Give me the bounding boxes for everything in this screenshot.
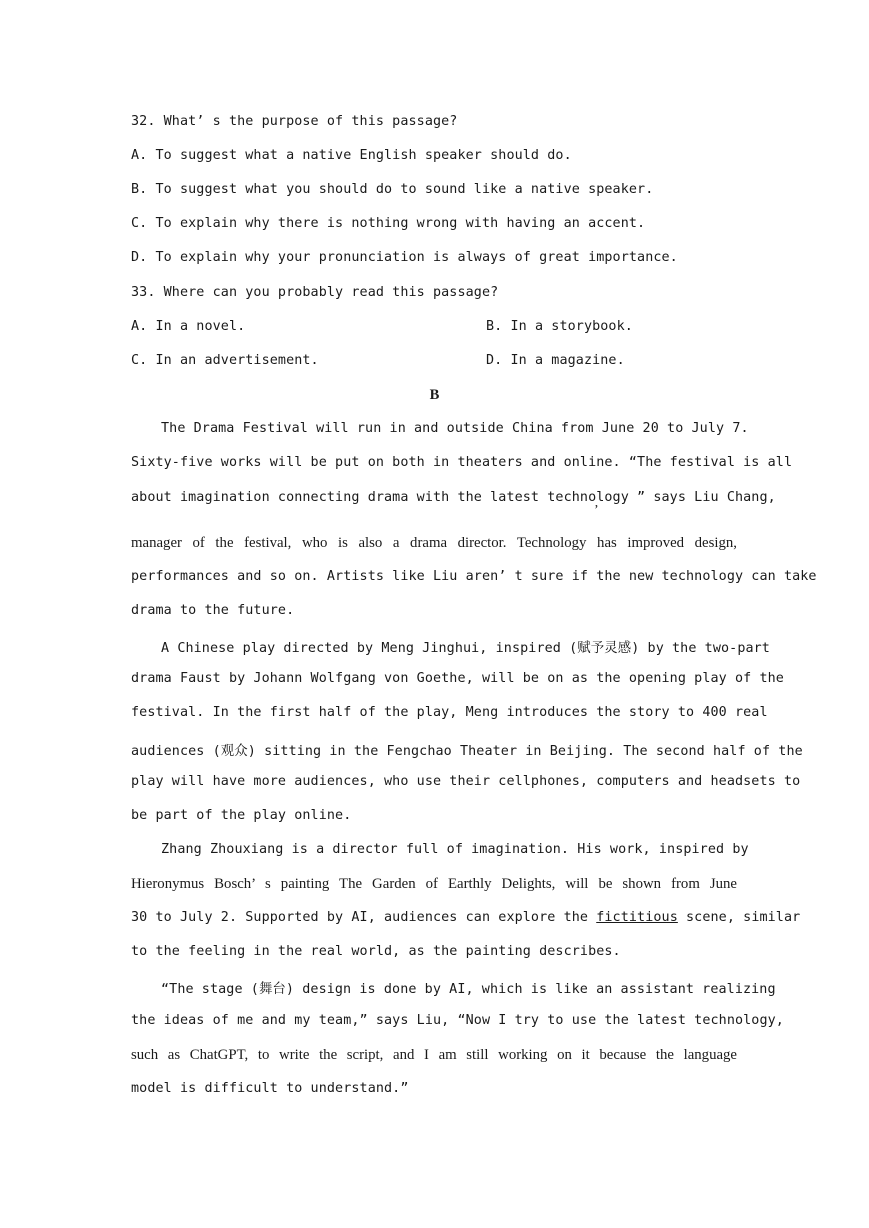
paragraph-2-line: audiences (观众) sitting in the Fengchao Theater in Beijing. The second half of the <box>131 744 803 759</box>
paragraph-2-line: A Chinese play directed by Meng Jinghui, inspired (赋予灵感) by the two-part <box>161 641 770 656</box>
paragraph-2-line: drama Faust by Johann Wolfgang von Goethe, will be on as the opening play of the <box>131 671 784 686</box>
paragraph-3-line: 30 to July 2. Supported by AI, audiences can explore the fictitious scene, similar <box>131 910 801 925</box>
q33-option-b: B. In a storybook. <box>486 319 633 334</box>
question-32-stem: 32. What’ s the purpose of this passage? <box>131 114 458 129</box>
paragraph-2-line: be part of the play online. <box>131 808 352 823</box>
paragraph-1-line: manager of the festival, who is also a drama director. Technology has improved design, <box>131 535 737 551</box>
paragraph-4-line: model is difficult to understand.” <box>131 1081 409 1096</box>
q32-option-a: A. To suggest what a native English speaker should do. <box>131 148 572 163</box>
paragraph-4-line: “The stage (舞台) design is done by AI, which is like an assistant realizing <box>161 982 776 997</box>
paragraph-4-line: the ideas of me and my team,” says Liu, “Now I try to use the latest technology, <box>131 1013 784 1028</box>
q32-option-b: B. To suggest what you should do to sound like a native speaker. <box>131 182 654 197</box>
question-33-stem: 33. Where can you probably read this passage? <box>131 285 499 300</box>
underlined-word: fictitious <box>596 910 678 925</box>
paragraph-2-line: festival. In the first half of the play, Meng introduces the story to 400 real <box>131 705 768 720</box>
q33-option-a: A. In a novel. <box>131 319 246 334</box>
paragraph-1-line: The Drama Festival will run in and outside China from June 20 to July 7. <box>161 421 749 436</box>
q33-option-c: C. In an advertisement. <box>131 353 319 368</box>
paragraph-4-line: such as ChatGPT, to write the script, and I am still working on it because the language <box>131 1047 737 1063</box>
stray-comma: ’ <box>594 503 599 518</box>
section-heading: B <box>429 387 440 403</box>
q32-option-c: C. To explain why there is nothing wrong with having an accent. <box>131 216 646 231</box>
q33-option-d: D. In a magazine. <box>486 353 625 368</box>
paragraph-3-line: Hieronymus Bosch’ s painting The Garden of Earthly Delights, will be shown from June <box>131 876 737 892</box>
paragraph-1-line: Sixty-five works will be put on both in theaters and online. “The festival is all <box>131 455 793 470</box>
q32-option-d: D. To explain why your pronunciation is always of great importance. <box>131 250 678 265</box>
paragraph-1-line: performances and so on. Artists like Liu aren’ t sure if the new technology can take <box>131 569 817 584</box>
paragraph-1-line: about imagination connecting drama with the latest technology ” says Liu Chang, <box>131 490 776 505</box>
paragraph-2-line: play will have more audiences, who use their cellphones, computers and headsets to <box>131 774 801 789</box>
paragraph-3-line: to the feeling in the real world, as the painting describes. <box>131 944 621 959</box>
paragraph-1-line: drama to the future. <box>131 603 295 618</box>
paragraph-3-line: Zhang Zhouxiang is a director full of imagination. His work, inspired by <box>161 842 749 857</box>
